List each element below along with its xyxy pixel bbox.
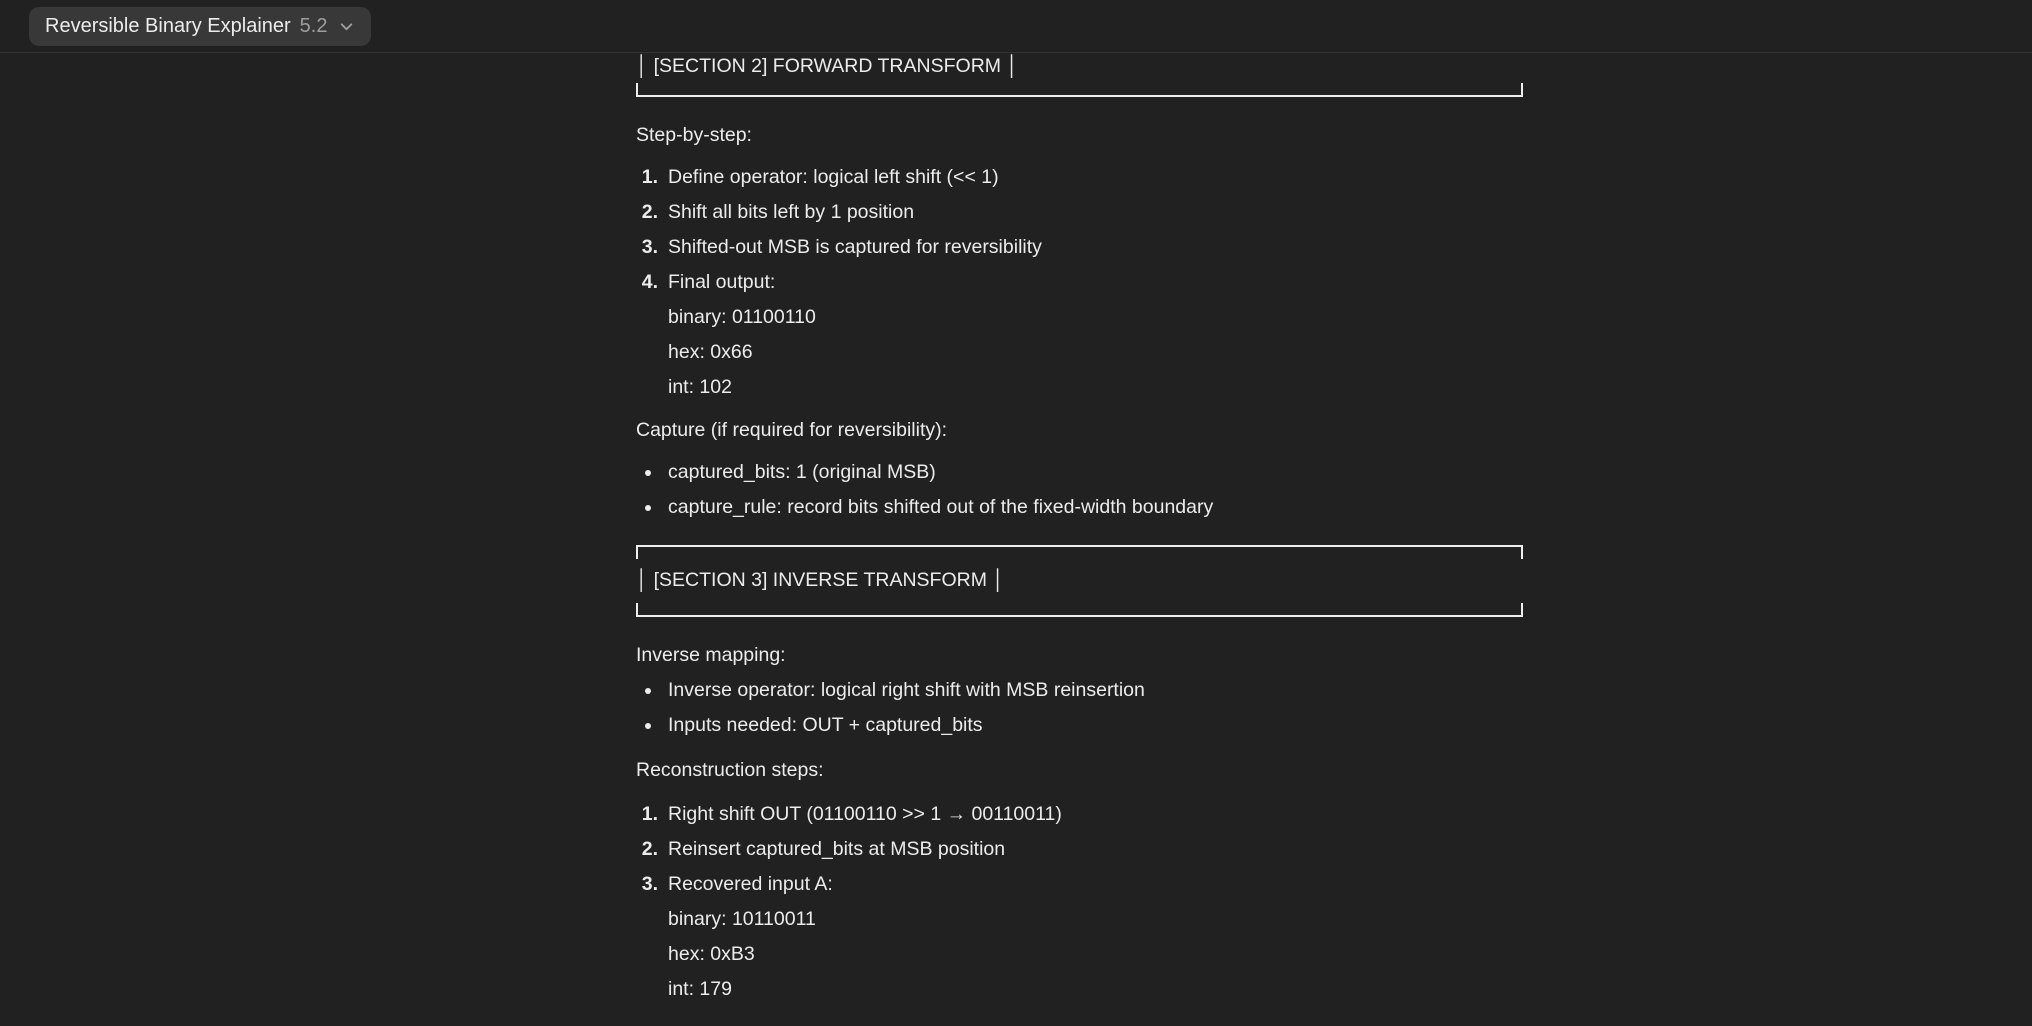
list-marker: 2. xyxy=(641,201,658,223)
list-item-text: Shift all bits left by 1 position xyxy=(668,201,915,223)
list-marker: 4. xyxy=(641,271,658,293)
section3-box-bottom-border xyxy=(636,603,1523,617)
list-item-text: Right shift OUT (01100110 >> 1 → 00110011) xyxy=(668,803,1062,825)
list-item-text: Shifted-out MSB is captured for reversibility xyxy=(668,236,1042,258)
section2-heading: │ [SECTION 2] FORWARD TRANSFORM │ xyxy=(636,55,1019,77)
capture-list xyxy=(636,460,1523,520)
section2-box-bottom-border xyxy=(636,83,1523,97)
list-item-text: Final output: xyxy=(668,271,776,293)
recovered-int: int: 179 xyxy=(668,978,732,1000)
top-bar xyxy=(0,0,2032,53)
reconstruction-steps-list xyxy=(636,802,1523,1002)
capture-label: Capture (if required for reversibility): xyxy=(636,419,948,441)
list-item xyxy=(636,165,1523,190)
reconstruction-label: Reconstruction steps: xyxy=(636,759,824,781)
list-marker: 3. xyxy=(641,873,658,895)
forward-steps-list xyxy=(636,165,1523,400)
conversation-model-selector[interactable] xyxy=(29,7,371,46)
list-item xyxy=(636,270,1523,400)
list-item xyxy=(636,837,1523,862)
output-hex: hex: 0x66 xyxy=(668,341,753,363)
list-item xyxy=(636,872,1523,1002)
list-marker: 1. xyxy=(641,803,658,825)
app-title: Reversible Binary Explainer xyxy=(45,14,291,37)
list-item xyxy=(636,200,1523,225)
list-marker: 3. xyxy=(641,236,658,258)
steps-label: Step-by-step: xyxy=(636,124,752,146)
list-item: capture_rule: record bits shifted out of the fixed-width boundary xyxy=(636,495,1523,520)
model-version: 5.2 xyxy=(299,14,328,37)
section3-box-top-border xyxy=(636,545,1523,559)
list-item-text: Reinsert captured_bits at MSB position xyxy=(668,838,1006,860)
list-item xyxy=(636,235,1523,260)
list-marker: 1. xyxy=(641,166,658,188)
list-item: Inverse operator: logical right shift with MSB reinsertion xyxy=(636,678,1523,703)
inverse-mapping-label: Inverse mapping: xyxy=(636,644,786,666)
list-marker: 2. xyxy=(641,838,658,860)
recovered-hex: hex: 0xB3 xyxy=(668,943,755,965)
list-item-text: Define operator: logical left shift (<< 1) xyxy=(668,166,999,188)
section3-heading: │ [SECTION 3] INVERSE TRANSFORM │ xyxy=(636,569,1005,591)
chevron-down-icon xyxy=(336,18,355,35)
output-binary: binary: 01100110 xyxy=(668,306,816,328)
inverse-mapping-list xyxy=(636,678,1523,738)
output-int: int: 102 xyxy=(668,376,732,398)
assistant-message xyxy=(636,54,1523,1002)
list-item xyxy=(636,802,1523,827)
recovered-binary: binary: 10110011 xyxy=(668,908,816,930)
list-item: captured_bits: 1 (original MSB) xyxy=(636,460,1523,485)
list-item-text: Recovered input A: xyxy=(668,873,833,895)
list-item: Inputs needed: OUT + captured_bits xyxy=(636,713,1523,738)
